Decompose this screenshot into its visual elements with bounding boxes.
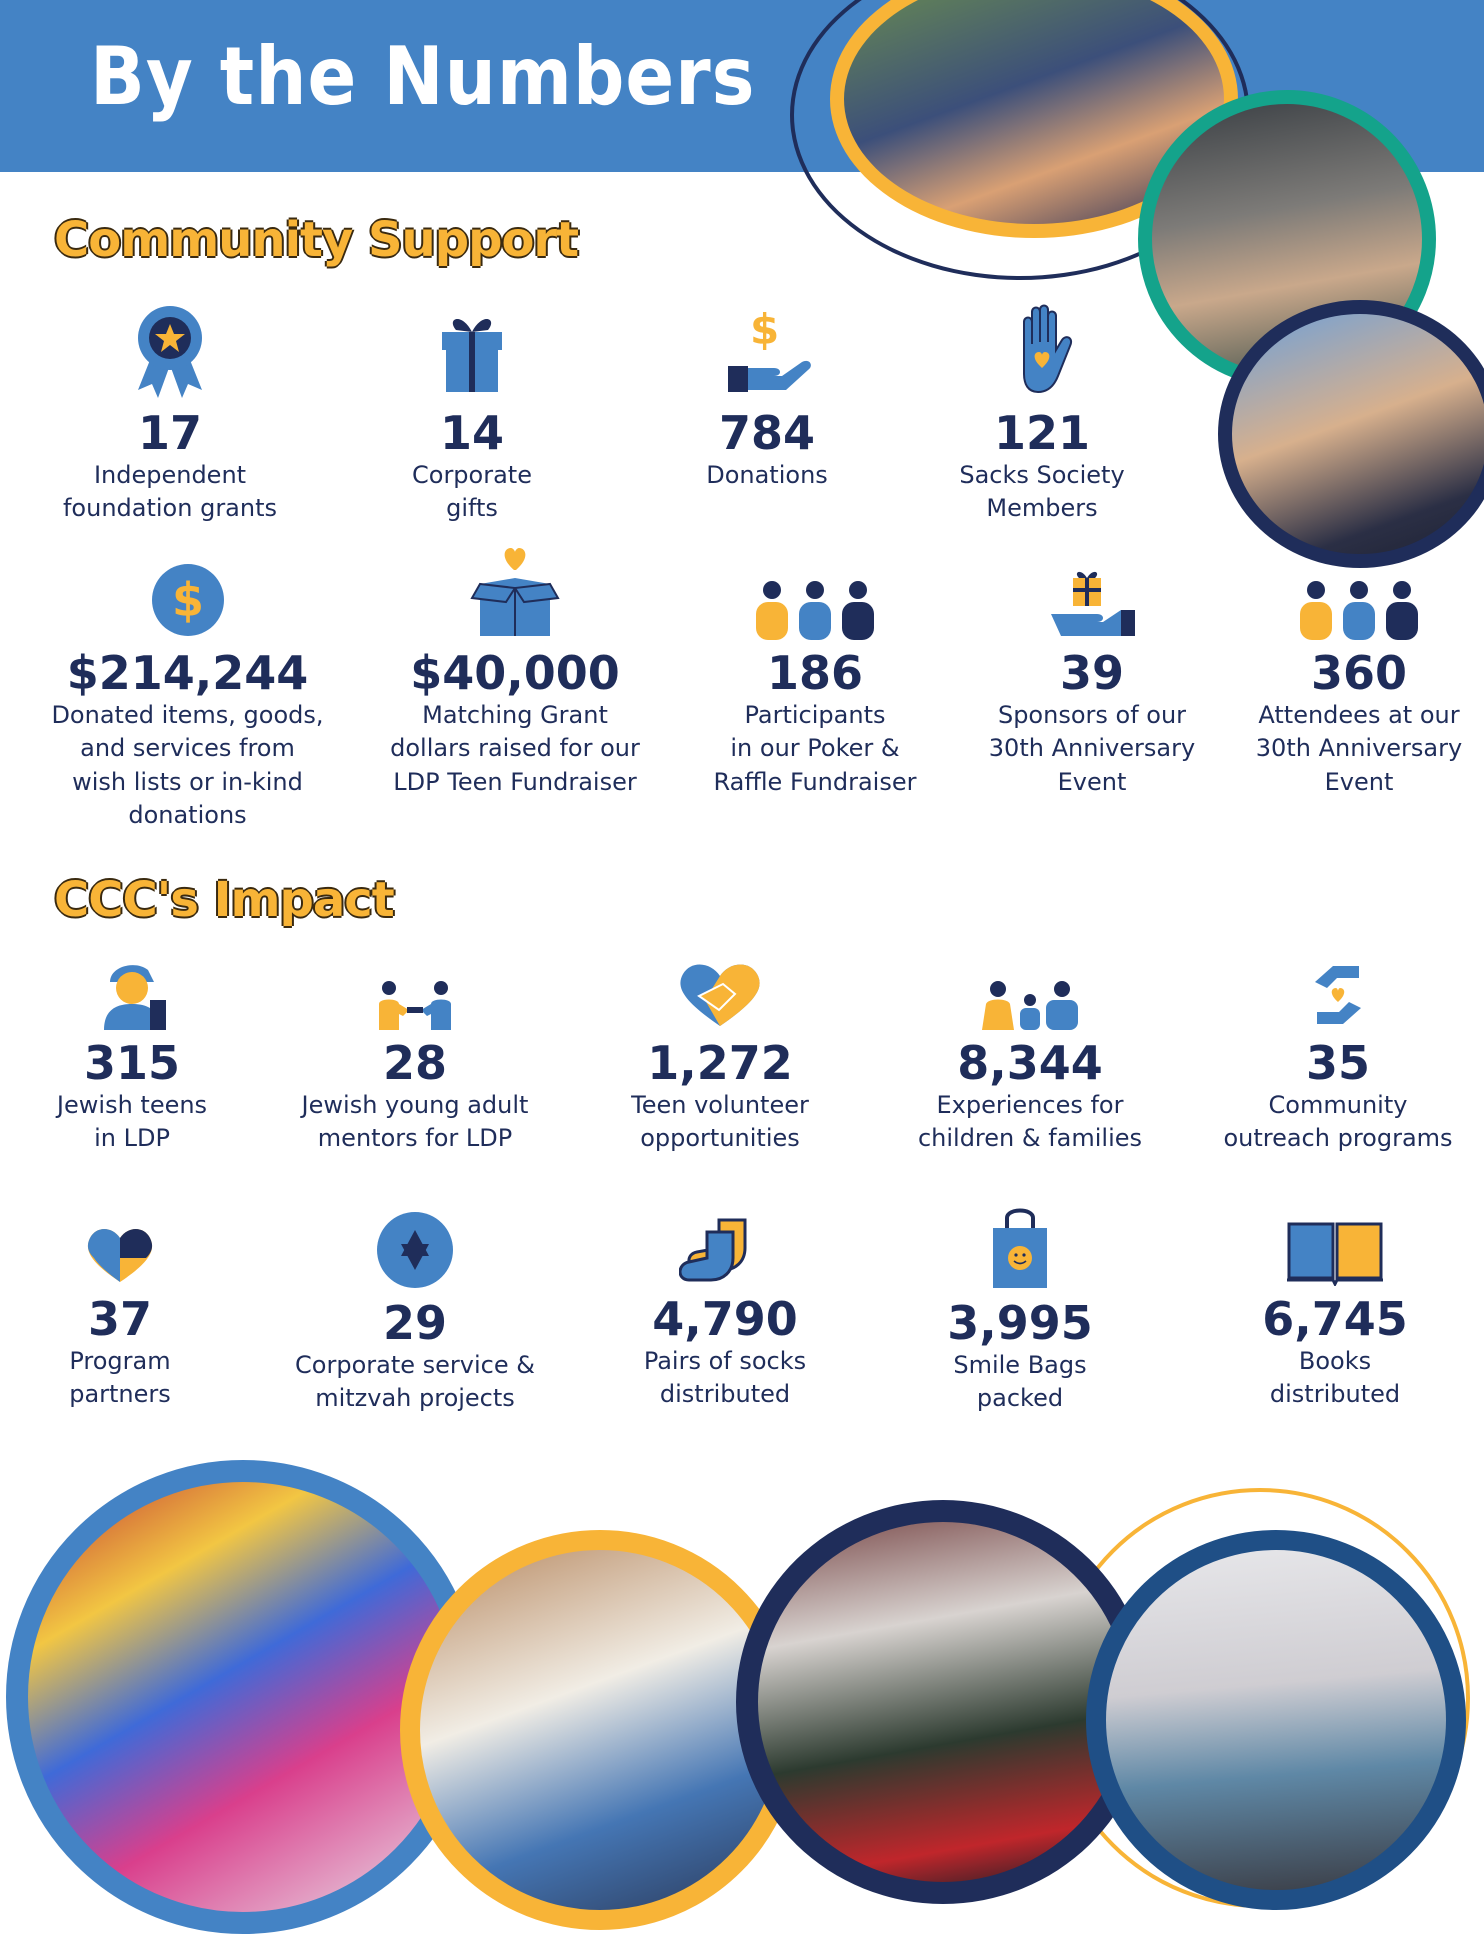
stat-label: Corporate gifts [412, 460, 532, 523]
puzzle-heart-icon [84, 1222, 156, 1286]
gift-icon [432, 300, 512, 400]
stat-label: Smile Bags packed [953, 1350, 1087, 1413]
photo-teen-group [1086, 1530, 1466, 1910]
stat-matching-grant [360, 540, 670, 799]
dollar-coin-icon [148, 560, 228, 640]
stat-corporate-gifts [322, 300, 622, 526]
stat-label: Experiences for children & families [917, 1090, 1143, 1153]
section-title-impact: CCC's Impact [54, 872, 394, 928]
stat-value: 186 [766, 646, 864, 700]
stat-label: Participants in our Poker & Raffle Fundraiser [713, 700, 917, 796]
stat-value: 1,272 [647, 1036, 793, 1090]
family-icon [978, 980, 1082, 1030]
stat-socks [590, 1218, 860, 1412]
heart-handshake-icon [675, 960, 765, 1030]
stat-label: Sacks Society Members [959, 460, 1125, 523]
stat-value: 121 [993, 406, 1091, 460]
donation-hand-icon [722, 300, 812, 400]
mentor-handshake-icon [375, 980, 455, 1030]
stat-smile-bags [900, 1206, 1140, 1416]
stat-label: Independent foundation grants [62, 460, 278, 523]
box-heart-icon [470, 540, 560, 640]
group-icon [752, 580, 878, 640]
socks-icon [679, 1218, 771, 1286]
stat-value: 4,790 [652, 1292, 798, 1346]
stat-foundation-grants [20, 300, 320, 526]
section-title-community: Community Support [54, 212, 579, 268]
stat-value: 17 [137, 406, 202, 460]
smile-bag-icon [985, 1206, 1055, 1290]
stat-value: 29 [382, 1296, 447, 1350]
stat-value: 28 [382, 1036, 447, 1090]
stat-label: Jewish young adult mentors for LDP [301, 1090, 529, 1153]
raised-hand-heart-icon [1002, 300, 1082, 400]
stat-value: 784 [718, 406, 816, 460]
page-title: By the Numbers [90, 30, 756, 123]
hand-gift-icon [1047, 570, 1137, 640]
group-icon [1296, 580, 1422, 640]
stat-donations [617, 300, 917, 492]
photo-boy-cheering [1218, 300, 1484, 568]
stat-label: Attendees at our 30th Anniversary Event [1255, 700, 1463, 796]
stat-value: 35 [1305, 1036, 1370, 1090]
stat-value: $40,000 [410, 646, 620, 700]
stat-label: Books distributed [1269, 1346, 1401, 1409]
stat-donated-items [30, 560, 345, 833]
stat-program-partners [20, 1222, 220, 1412]
svg-text:$: $ [171, 573, 204, 627]
stat-anniversary-sponsors [962, 570, 1222, 799]
teen-icon [92, 960, 172, 1030]
stat-books [1200, 1220, 1470, 1412]
stat-poker-participants [670, 580, 960, 799]
stat-value: 6,745 [1262, 1292, 1408, 1346]
stat-experiences [890, 980, 1170, 1156]
open-book-icon [1285, 1220, 1385, 1286]
stat-value: 14 [439, 406, 504, 460]
stat-label: Pairs of socks distributed [643, 1346, 807, 1409]
stat-jewish-teens [22, 960, 242, 1156]
stat-teen-volunteer [590, 960, 850, 1156]
stat-sacks-society [892, 300, 1192, 526]
stat-value: 315 [83, 1036, 181, 1090]
star-of-david-icon [375, 1210, 455, 1290]
stat-label: Teen volunteer opportunities [631, 1090, 809, 1153]
stat-label: Sponsors of our 30th Anniversary Event [988, 700, 1196, 796]
stat-outreach-programs [1200, 960, 1476, 1156]
hands-heart-icon [1303, 960, 1373, 1030]
stat-value: 39 [1059, 646, 1124, 700]
stat-value: 37 [87, 1292, 152, 1346]
stat-value: 360 [1310, 646, 1408, 700]
stat-label: Program partners [69, 1346, 171, 1409]
stat-label: Donated items, goods, and services from wish lists or in-kind donations [51, 700, 324, 830]
stat-label: Jewish teens in LDP [56, 1090, 208, 1153]
stat-young-adult-mentors [280, 980, 550, 1156]
stat-corporate-service [280, 1210, 550, 1416]
stat-label: Donations [706, 460, 828, 489]
award-ribbon-icon [130, 300, 210, 400]
svg-text:$: $ [750, 305, 780, 354]
stat-label: Corporate service & mitzvah projects [295, 1350, 535, 1413]
stat-value: $214,244 [66, 646, 309, 700]
stat-label: Matching Grant dollars raised for our LDP Teen Fundraiser [390, 700, 640, 796]
stat-value: 8,344 [957, 1036, 1103, 1090]
stat-value: 3,995 [947, 1296, 1093, 1350]
stat-anniversary-attendees [1228, 580, 1484, 799]
stat-label: Community outreach programs [1223, 1090, 1453, 1153]
